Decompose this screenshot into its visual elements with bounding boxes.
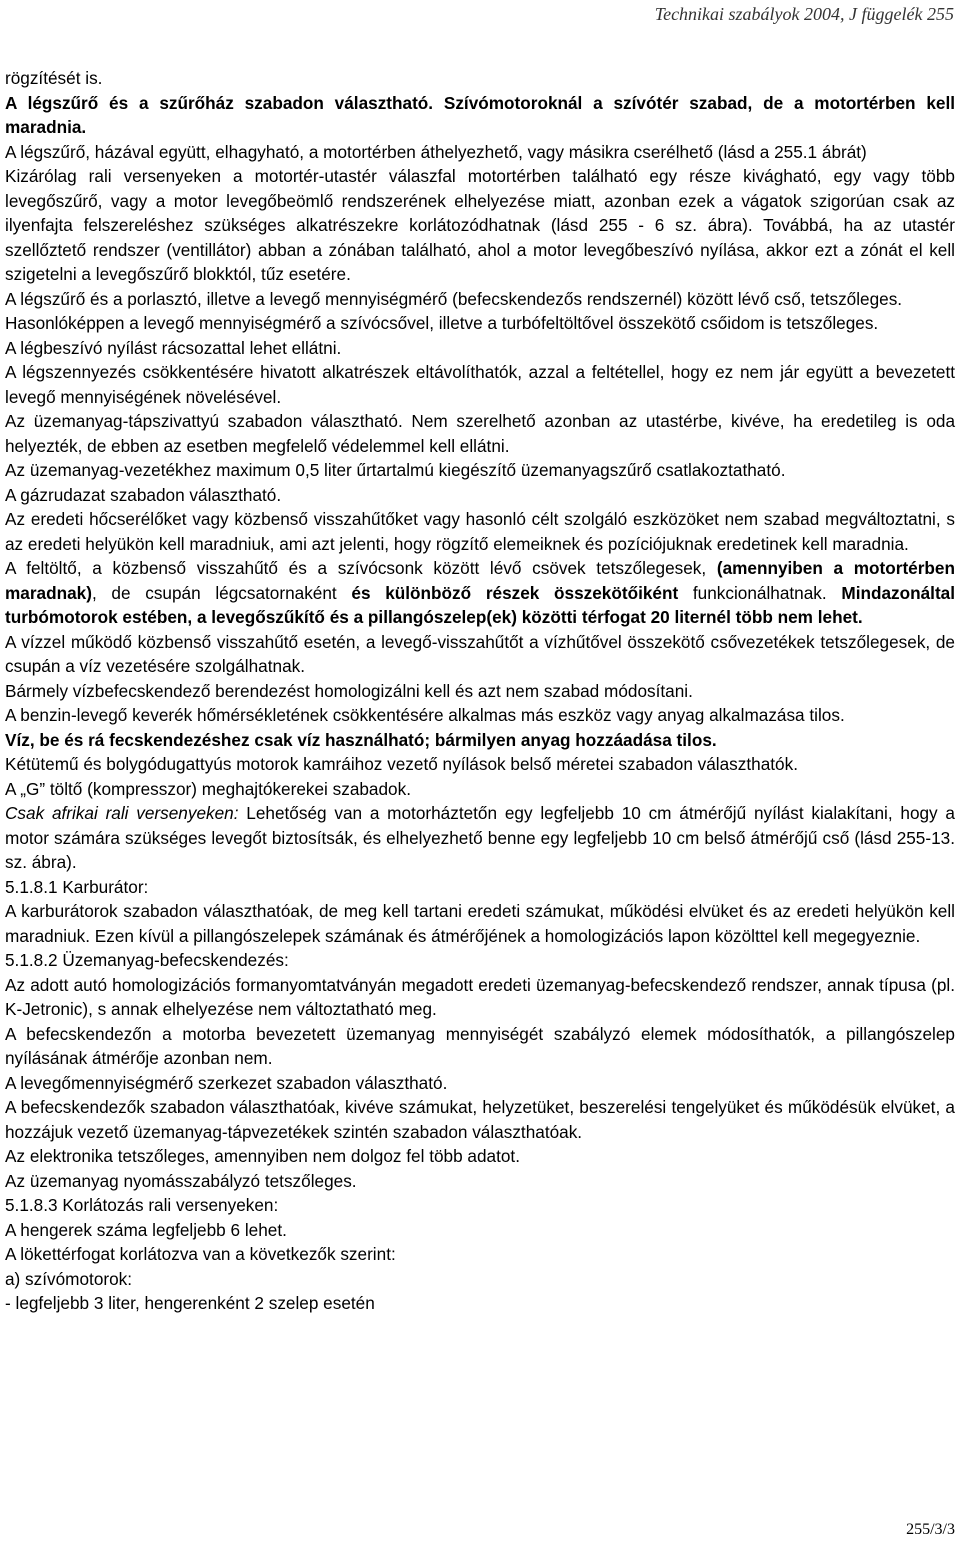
paragraph-afrikai [5, 801, 955, 875]
bold-run: Mindazonáltal turbómotorok estében, a levegőszűkítő és a pillangószelep(ek) közötti térfogat 20 liternél több nem lehet. [5, 582, 956, 627]
paragraph: A légszűrő és a szűrőház szabadon választható. Szívómotoroknál a szívótér szabad, de a motortérben kell maradnia. [5, 92, 955, 137]
paragraph: A lökettérfogat korlátozva van a következők szerint: [5, 1244, 396, 1264]
paragraph: Az eredeti hőcserélőket vagy közbenső visszahűtőket vagy hasonló célt szolgáló eszközöket nem szabad megváltoztatni, s az eredeti helyükön kell maradniuk, ami azt jelenti, hogy rögzítő elemeiknek és pozíciójuknak eredetinek kell maradnia. [5, 509, 955, 554]
paragraph: Kizárólag rali versenyeken a motortér-utastér válaszfal motortérben található egy része kivágható, egy vagy több levegőszűrő, vagy a motor levegőbeömlő rendszerének elhelyezése miatt, azonban ezek a vágatok szigorúan csak az ilyenfajta felszereléshez szükséges alkatrészekre korlátozódhatnak (lásd 255 - 6 sz. ábra). Továbbá, ha az utastér szellőztető rendszer (ventillátor) abban a zónában található, ahol a motor levegőbeszívó nyílása, akkor ezt a zónát el kell szigetelni a levegőszűrő blokktól, tűz esetére. [5, 166, 955, 284]
section-heading: 5.1.8.3 Korlátozás rali versenyeken: [5, 1195, 279, 1215]
text-run: Lehetőség van a motorháztetőn egy legfeljebb 10 cm átmérőjű nyílást kialakítani, hogy a motor számára szükséges levegőt biztosítsák, és elhelyezhető benne egy legfeljebb 10 cm belső átmérőjű cső (lásd 255-13. sz. ábra). [5, 803, 955, 872]
paragraph: a) szívómotorok: [5, 1268, 133, 1289]
paragraph-feltolto [5, 556, 955, 630]
paragraph: Bármely vízbefecskendező berendezést homologizálni kell és azt nem szabad módosítani. [5, 680, 693, 701]
paragraph: A légszűrő és a porlasztó, illetve a levegő mennyiségmérő (befecskendezős rendszernél) között lévő cső, tetszőleges. [5, 288, 903, 309]
paragraph: A légszennyezés csökkentésére hivatott alkatrészek eltávolíthatók, azzal a feltétellel, hogy ez nem jár együtt a bevezetett levegő mennyiségének növelésével. [5, 362, 955, 407]
paragraph: Az üzemanyag-tápszivattyú szabadon választható. Nem szerelhető azonban az utastérbe, kivéve, ha eredetileg is oda helyezték, de ebben az esetben megfelelő védelemmel kell ellátni. [5, 411, 955, 456]
paragraph: rögzítését is. [5, 68, 103, 88]
text-run: , de csupán légcsatornaként [91, 582, 352, 603]
paragraph: A benzin-levegő keverék hőmérsékletének csökkentésére alkalmas más eszköz vagy anyag alkalmazása tilos. [5, 705, 845, 725]
running-header: Technikai szabályok 2004, J függelék 255 [654, 4, 954, 24]
document-body [5, 66, 955, 1316]
paragraph: A hengerek száma legfeljebb 6 lehet. [5, 1219, 287, 1240]
paragraph: Az adott autó homologizációs formanyomtatványán megadott eredeti üzemanyag-befecskendező rendszer, annak típusa (pl. K-Jetronic), s annak elhelyezése nem változtatható meg. [5, 974, 955, 1019]
paragraph: Hasonlóképpen a levegő mennyiségmérő a szívócsővel, illetve a turbófeltöltővel összekötő csőidom is tetszőleges. [5, 313, 879, 333]
paragraph: A „G” töltő (kompresszor) meghajtókerekei szabadok. [5, 778, 411, 799]
text-run: funkcionálhatnak. [678, 582, 842, 603]
paragraph: A befecskendezők szabadon választhatóak, kivéve számukat, helyzetüket, beszerelési tengelyüket és működésük elvüket, a hozzájuk vezető üzemanyag-tápvezetékek szintén szabadon választhatóak. [5, 1097, 955, 1142]
paragraph: A gázrudazat szabadon választható. [5, 484, 282, 505]
paragraph: A levegőmennyiségmérő szerkezet szabadon választható. [5, 1072, 448, 1093]
section-heading: 5.1.8.1 Karburátor: [5, 876, 149, 897]
paragraph-bold: Víz, be és rá fecskendezéshez csak víz használható; bármilyen anyag hozzáadása tilos. [5, 729, 717, 750]
bold-run: és különböző részek összekötőiként [351, 582, 679, 603]
paragraph: Kétütemű és bolygódugattyús motorok kamráihoz vezető nyílások belső méretei szabadon választhatók. [5, 754, 798, 774]
paragraph: Az üzemanyag nyomásszabályzó tetszőleges. [5, 1170, 357, 1191]
paragraph: A karburátorok szabadon választhatóak, de meg kell tartani eredeti számukat, működési elvüket és az eredeti helyükön kell maradniuk. Ezen kívül a pillangószelepek számának és átmérőjének a homologizációs lapon közölttel kell megegyeznie. [5, 901, 955, 946]
paragraph: A befecskendezőn a motorba bevezetett üzemanyag mennyiségét szabályzó elemek módosíthatók, a pillangószelep nyílásának átmérője azonban nem. [5, 1023, 955, 1068]
paragraph: A légszűrő, házával együtt, elhagyható, a motortérben áthelyezhető, vagy másikra cserélhető (lásd a 255.1 ábrát) [5, 141, 867, 162]
paragraph: Az üzemanyag-vezetékhez maximum 0,5 liter űrtartalmú kiegészítő üzemanyagszűrő csatlakoztatható. [5, 460, 786, 480]
bold-run: (amennyiben a motortérben maradnak) [5, 558, 955, 603]
text-run: A feltöltő, a közbenső visszahűtő és a szívócsonk között lévő csövek tetszőlegesek, [5, 558, 717, 578]
italic-run: Csak afrikai rali versenyeken: [5, 803, 239, 823]
paragraph: A légbeszívó nyílást rácsozattal lehet ellátni. [5, 337, 342, 358]
paragraph: Az elektronika tetszőleges, amennyiben nem dolgoz fel több adatot. [5, 1146, 520, 1166]
section-heading: 5.1.8.2 Üzemanyag-befecskendezés: [5, 950, 289, 970]
page-number: 255/3/3 [906, 1521, 955, 1538]
paragraph: A vízzel működő közbenső visszahűtő esetén, a levegő-visszahűtőt a vízhűtővel összekötő csővezetékek tetszőlegesek, de csupán a víz vezetésére szolgálhatnak. [5, 631, 955, 676]
paragraph: - legfeljebb 3 liter, hengerenként 2 szelep esetén [5, 1293, 375, 1313]
